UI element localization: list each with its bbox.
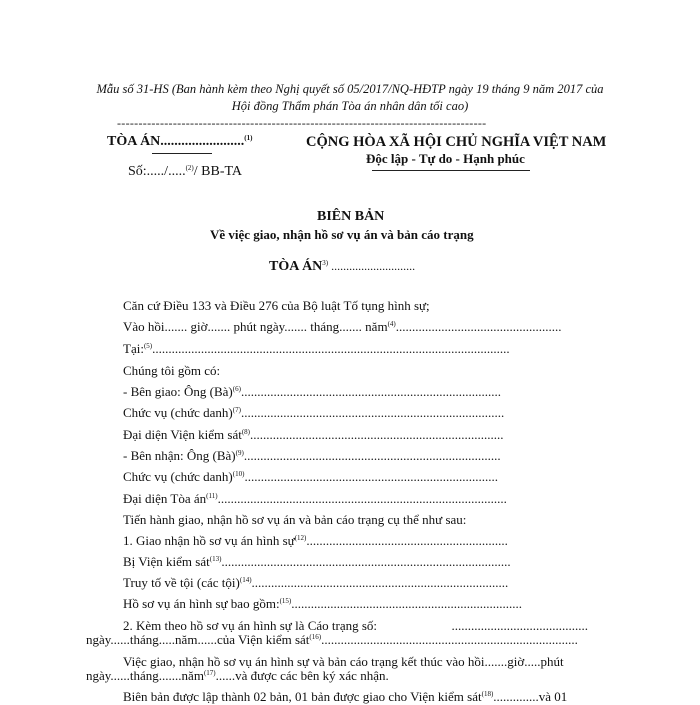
completion-line: Việc giao, nhận hồ sơ vụ án hình sự và bản cáo trạng kết thúc vào hồi.......giờ.....phút <box>123 654 564 669</box>
document-title: BIÊN BẢN <box>317 209 385 224</box>
court-rep-line: Đại diện Tòa $án^{(11)}$......................................................................................... <box>123 491 507 506</box>
delivering-party-line: - Bên giao: Ông (Bà)$^{(6)}$................................................................................ <box>123 384 501 399</box>
motto-underline <box>372 170 530 171</box>
footnote-1: (1) <box>244 134 253 142</box>
footnote-9: (9) <box>235 449 244 457</box>
footnote-11: (11) <box>206 492 218 500</box>
number-suffix: / BB-TA <box>193 164 243 179</box>
footnote-15: (15) <box>279 597 292 605</box>
procuracy-line: Bị Viện kiểm sát$^{(13)}$......................................................................................... <box>123 554 511 569</box>
legal-basis-line: Căn cứ Điều 133 và Điều 276 của Bộ luật Tố tụng hình sự; <box>123 298 430 313</box>
template-note-line-2: Hội đồng Thẩm phán Tòa án nhân dân tối cao) <box>231 99 469 113</box>
copies-line: Biên bản được lập thành 02 bản, 01 bản được giao cho Viện kiểm sát$^{(18)}$..............và 01 <box>123 689 568 704</box>
indictment-date-line: ngày......tháng.....năm......của Viện kiểm sát$^{(16)}$............................................................................... <box>86 632 578 647</box>
court-heading-label: TÒA ÁN <box>269 259 323 274</box>
footnote-4: (4) <box>387 320 396 328</box>
footnote-5: (5) <box>143 342 153 350</box>
nation-title: CỘNG HÒA XÃ HỘI CHỦ NGHĨA VIỆT NAM <box>306 134 607 150</box>
proceed-line: Tiến hành giao, nhận hồ sơ vụ án và bản cáo trạng cụ thể như sau: <box>123 512 467 527</box>
location-line: Tại:$^{(5)}$.............................................................................................................. <box>123 341 510 356</box>
delivering-position-line: Chức vụ (chức danh)$^{(7)}$................................................................................. <box>123 405 505 420</box>
footnote-10: (10) <box>232 470 245 478</box>
completion-date-line: ngày......tháng.......năm$^{(17)}$......và được các bên ký xác nhận. <box>86 668 389 683</box>
court-label: TÒA ÁN <box>107 134 161 149</box>
procuracy-rep-line: Đại diện Viện kiểm sát$^{(8)}$.............................................................................. <box>123 427 504 442</box>
footnote-18: (18) <box>481 690 494 698</box>
court-underline <box>152 153 212 154</box>
footnote-16: (16) <box>309 633 322 641</box>
case-file-line: 1. Giao nhận hồ sơ vụ án hình sự$^{(12)}$.............................................................. <box>123 533 508 548</box>
receiving-position-line: Chức vụ (chức danh)$^{(10)}$.............................................................................. <box>123 469 498 484</box>
footnote-7: (7) <box>232 406 241 414</box>
footnote-6: (6) <box>232 385 241 393</box>
participants-heading: Chúng tôi gồm có: <box>123 363 221 378</box>
national-motto: Độc lập - Tự do - Hạnh phúc <box>366 151 525 166</box>
footnote-3: 3) <box>322 259 329 267</box>
receiving-party-line: - Bên nhận: Ông (Bà)$^{(9)}$............................................................................... <box>123 448 501 463</box>
document-number <box>128 164 242 180</box>
case-file-contents-line: Hồ sơ vụ án hình sự bao gồm:$^{(15)}$....................................................................... <box>123 596 522 611</box>
footnote-13: (13) <box>209 555 222 563</box>
court-name-field <box>107 134 252 150</box>
court-heading <box>269 259 415 275</box>
footnote-2: (2) <box>185 164 194 172</box>
footnote-8: (8) <box>241 428 251 436</box>
indictment-line: 2. Kèm theo hồ sơ vụ án hình sự là Cáo trạng số: .......................................... <box>123 618 588 633</box>
footnote-12: (12) <box>294 534 307 542</box>
court-heading-dots: ............................ <box>328 259 416 273</box>
time-line: Vào hồi....... giờ....... phút ngày....... tháng....... năm$^{(4)}$................................................... <box>123 319 562 334</box>
court-dots: ........................ <box>160 134 245 149</box>
footnote-17: (17) <box>203 669 216 677</box>
header-separator: -------------------------------------------------------------------------------------- <box>117 116 487 130</box>
charges-line: Truy tố về tội (các tội)$^{(14)}$............................................................................... <box>123 575 509 590</box>
template-note-line-1: Mẫu số 31-HS (Ban hành kèm theo Nghị quyết số 05/2017/NQ-HĐTP ngày 19 tháng 9 năm 2017 của <box>96 82 604 96</box>
number-label: Số:...../..... <box>128 164 186 179</box>
document-subtitle: Về việc giao, nhận hồ sơ vụ án và bản cáo trạng <box>210 227 474 242</box>
footnote-14: (14) <box>239 576 252 584</box>
